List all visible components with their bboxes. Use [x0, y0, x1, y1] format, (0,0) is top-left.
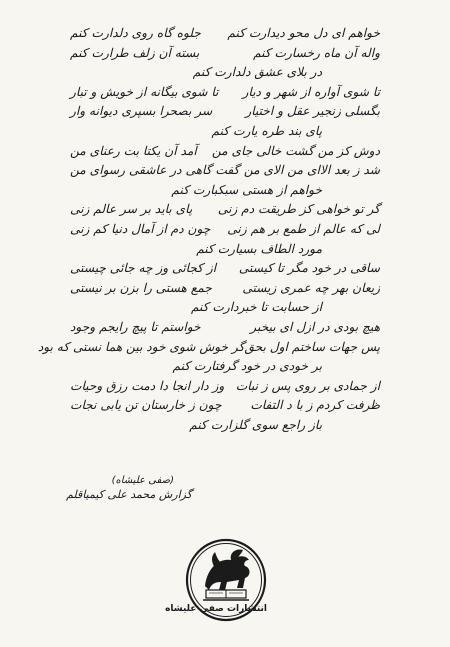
hemistich-left: آمد آن یکتا بت رعنای من	[70, 143, 197, 158]
poem-couplet	[70, 318, 380, 338]
poem-couplet	[70, 279, 380, 299]
hemistich-right: از جمادی بر روی پس ز نبات	[235, 378, 380, 393]
hemistich-right: پس جهات ساختم اول بحق	[244, 339, 380, 354]
publisher-name: انتشارات صفی علیشاه	[165, 604, 267, 614]
poem-couplet	[37, 338, 380, 358]
hemistich-left: جمع هستی را بزن بر نیستی	[70, 280, 212, 295]
poem-couplet	[70, 102, 380, 122]
publisher-emblem	[165, 538, 267, 622]
poem-couplet	[70, 83, 380, 103]
hemistich-right: لی که عالم از طمع بر هم زنی	[227, 221, 380, 236]
poem-couplet	[70, 44, 380, 64]
hemistich-right: تا شوی آواره از شهر و دیار	[242, 84, 380, 99]
poem-couplet	[70, 24, 380, 44]
hemistich-left: پای باید بر سر عالم زنی	[70, 202, 193, 217]
hemistich-left: از کجائی وز چه جائی چیستی	[70, 261, 217, 276]
hemistich-right: بگسلی زنجیر عقل و اختیار	[245, 104, 380, 119]
poem-body	[37, 24, 380, 435]
poem-heading-line: خواهم از هستی سبکبارت کنم	[171, 182, 322, 197]
hemistich-left: بسته آن زلف طرارت کنم	[70, 45, 200, 60]
poem-heading-line: باز راجع سوی گلزارت کنم	[189, 417, 322, 432]
hemistich-right: زیعان بهر چه عمری زیستی	[242, 280, 380, 295]
poem-couplet	[70, 396, 380, 416]
hemistich-right: ساقی در خود مگر تا کیستی	[238, 261, 380, 276]
poem-couplet	[70, 220, 380, 240]
poem-couplet	[70, 142, 380, 162]
hemistich-right: دوش کز من گشت خالی جای من	[211, 143, 380, 158]
poem-heading-line: مورد الطاف بسیارت کنم	[196, 241, 322, 256]
hemistich-left: گفت گاهی در عاشقی رسوای من	[70, 163, 240, 178]
hemistich-right: گر تو خواهی کز طریقت دم زنی	[217, 202, 380, 217]
hemistich-left: چون دم از آمال دنیا کم زنی	[70, 221, 211, 236]
poem-heading-line: بر خودی در خود گرفتارت کنم	[172, 359, 322, 374]
signature-block	[66, 474, 192, 503]
signature-name: گزارش محمد علی کیمیاقلم	[66, 488, 192, 501]
hemistich-left: جلوه گاه روی دلدارت کنم	[70, 26, 201, 40]
hemistich-left: چون ز خارستان تن یابی نجات	[70, 398, 222, 413]
hemistich-right: شد ز بعد الاای من الای من	[243, 163, 380, 178]
poem-couplet	[70, 377, 380, 397]
hemistich-right: هیچ بودی در ازل ای بیخبر	[250, 319, 380, 334]
hemistich-left: گر خوش شوی خود بین هما نستی که بود	[37, 339, 245, 354]
hemistich-right: خواهم ای دل محو دیدارت کنم	[227, 26, 380, 40]
hemistich-right: واله آن ماه رخسارت کنم	[253, 45, 380, 60]
hemistich-right: ظرفت کردم ز با د التفات	[250, 398, 380, 413]
hemistich-left: وز دار انجا دا دمت رزق وحیات	[70, 378, 225, 393]
poem-couplet	[70, 161, 380, 181]
poem-heading-line: در بلای عشق دلدارت کنم	[192, 65, 322, 80]
poem-couplet	[70, 259, 380, 279]
poem-heading-line: پای بند طره یارت کنم	[211, 123, 322, 138]
signature-note: (صفی علیشاه)	[111, 475, 174, 486]
poem-couplet	[70, 200, 380, 220]
hemistich-left: تا شوی بیگانه از خویش و تبار	[70, 84, 219, 99]
hemistich-left: سر بصحرا بسپری دیوانه وار	[70, 104, 213, 119]
poem-heading-line: از حسابت تا خبردارت کنم	[190, 300, 322, 315]
hemistich-left: خواستم تا پیچ رایجم وجود	[70, 319, 201, 334]
